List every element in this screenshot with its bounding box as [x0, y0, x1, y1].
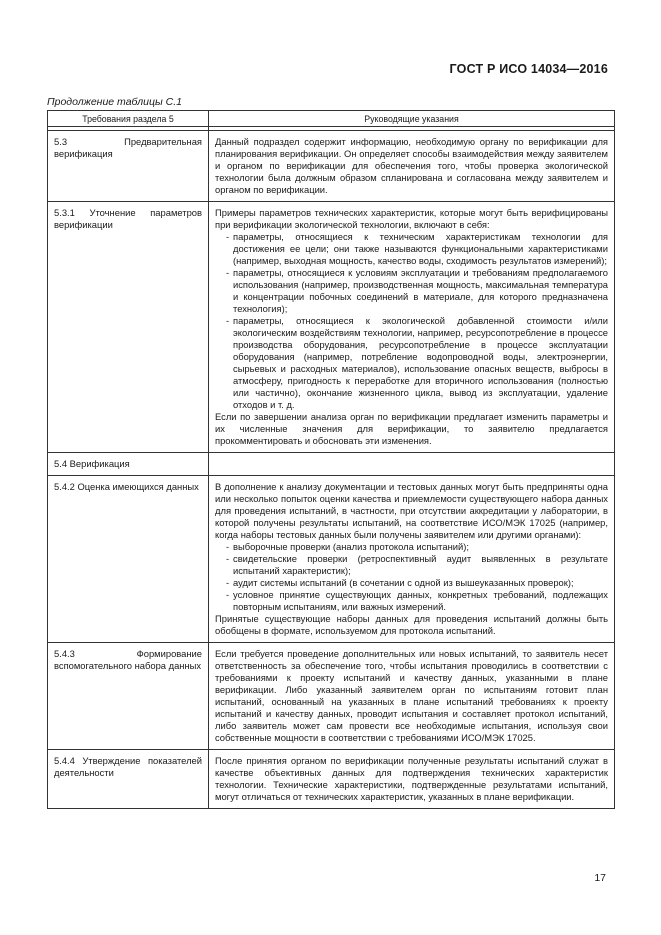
list-item: - параметры, относящиеся к техническим характеристикам технологии для достижения ее цели; они также называются функциональными характеристиками (например, выходная мощность, качество воды, сходимость результатов измерений);	[226, 231, 608, 267]
guidance-text: Если требуется проведение дополнительных или новых испытаний, то заявитель несет ответственность за обеспечение того, чтобы испытания проводились в соответствии с требованиями к проекту испытаний и качеству данных, указанными в плане верификации. Либо указанный заявителем орган по испытаниям готовит план испытаний, основанный на указанных в плане испытаний требованиях к проекту испытаний и качеству данных, проводит испытания и составляет протокол испытаний, либо заявитель может сам провести все необходимые испытания, используя свои собственные мощности в соответствии с требованиями ИСО/МЭК 17025.	[215, 648, 608, 743]
guidance-intro: Примеры параметров технических характеристик, которые могут быть верифицированы при верификации экологической технологии, включают в себя:	[215, 207, 608, 230]
page-number: 17	[594, 872, 606, 884]
table-row-5-4-4	[48, 750, 615, 809]
table-row-5-4	[48, 453, 615, 476]
list-item: - условное принятие существующих данных, конкретных требований, подлежащих повторным испытаниям, или важных измерений.	[226, 589, 608, 613]
guidance-outro: Принятые существующие наборы данных для проведения испытаний должны быть обобщены в формате, используемом для протокола испытаний.	[215, 613, 608, 636]
list-item: - выборочные проверки (анализ протокола испытаний);	[226, 541, 608, 553]
standard-code: ГОСТ Р ИСО 14034—2016	[449, 62, 608, 76]
requirement-cell: 5.4.4 Утверждение показателей деятельности	[48, 750, 209, 809]
list-item: - свидетельские проверки (ретроспективный аудит выявленных в результате испытаний характеристик);	[226, 553, 608, 577]
column-header-requirements: Требования раздела 5	[48, 111, 209, 127]
guidance-cell	[209, 643, 615, 750]
requirement-cell: 5.4.3 Формирование вспомогательного набора данных	[48, 643, 209, 750]
guidance-cell	[209, 202, 615, 453]
list-item: - параметры, относящиеся к экологической добавленной стоимости и/или экологическим воздействиям технологии, например, ресурсопотребление в процессе производства оборудования, ресурсопотребление в процессе эксплуатации оборудования (например, потребление водопроводной воды, электроэнергии, сырьевых и расходных материалов), использование опасных веществ, выбросы в атмосферу, пригодность к переработке для вторичного использования (полностью или частично), окончание жизненного цикла, вывод из эксплуатации, удаление отходов и т. д.	[226, 315, 608, 411]
table-caption: Продолжение таблицы С.1	[47, 96, 182, 108]
requirements-table	[47, 110, 615, 809]
guidance-cell	[209, 750, 615, 809]
guidance-cell	[209, 476, 615, 643]
check-list	[215, 541, 608, 613]
parameter-list	[215, 231, 608, 411]
table-row-5-3	[48, 131, 615, 202]
requirement-cell: 5.4 Верификация	[48, 453, 209, 476]
table-row-5-4-2	[48, 476, 615, 643]
requirement-cell: 5.3 Предварительная верификация	[48, 131, 209, 202]
guidance-text: Данный подраздел содержит информацию, необходимую органу по верификации для планирования верификации. Он определяет способы взаимодействия между заявителем и органом по верификации для обеспечения того, чтобы проверка экологической технологии была должным образом спланирована и согласована между заявителем и органом по верификации.	[215, 136, 608, 195]
table-row-5-4-3	[48, 643, 615, 750]
guidance-cell	[209, 453, 615, 476]
requirement-cell: 5.4.2 Оценка имеющихся данных	[48, 476, 209, 643]
guidance-text: После принятия органом по верификации полученные результаты испытаний служат в качестве объективных данных для подтверждения технических характеристик технологии. Технические характеристики, подтвержденные результатами испытаний, могут отличаться от технических характеристик, указанных в плане верификации.	[215, 755, 608, 802]
guidance-outro: Если по завершении анализа орган по верификации предлагает изменить параметры и их численные значения для верификации, то заявителю предлагается прокомментировать и обосновать эти изменения.	[215, 411, 608, 446]
guidance-cell	[209, 131, 615, 202]
list-item: - аудит системы испытаний (в сочетании с одной из вышеуказанных проверок);	[226, 577, 608, 589]
table-row-5-3-1	[48, 202, 615, 453]
column-header-guidance: Руководящие указания	[209, 111, 615, 127]
guidance-intro: В дополнение к анализу документации и тестовых данных могут быть предприняты одна или несколько попыток оценки качества и приемлемости существующего набора данных для проведения испытаний, в частности, при отсутствии аккредитации у лаборатории, в которой получены результаты испытаний, на соответствие ИСО/МЭК 17025 (например, когда наборы тестовых данных были получены заявителем или другими органами):	[215, 481, 608, 540]
requirement-cell: 5.3.1 Уточнение параметров верификации	[48, 202, 209, 453]
list-item: - параметры, относящиеся к условиям эксплуатации и требованиям предполагаемого использования (например, производственная мощность, максимальная температура и концентрации побочных соединений в материале, для которого предназначена технология);	[226, 267, 608, 315]
